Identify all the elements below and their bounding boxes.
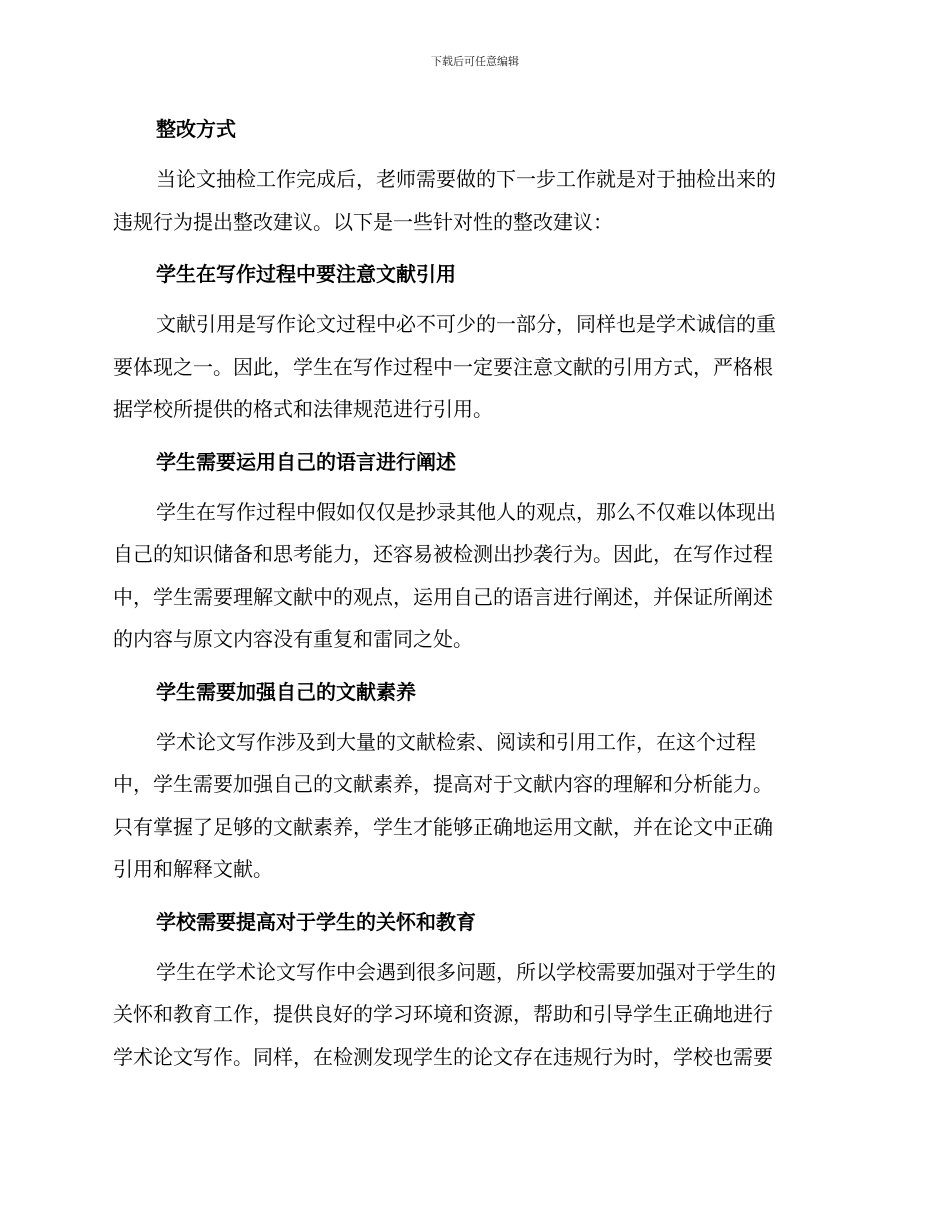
paragraph-line: 违规行为提出整改建议。以下是一些针对性的整改建议： [113, 209, 613, 234]
paragraph-line: 的内容与原文内容没有重复和雷同之处。 [113, 627, 473, 651]
paragraph-line: 文献引用是写作论文过程中必不可少的一部分，同样也是学术诚信的重 [156, 312, 776, 336]
paragraph-line: 要体现之一。因此，学生在写作过程中一定要注意文献的引用方式，严格根 [113, 354, 773, 379]
paragraph [113, 721, 833, 891]
paragraph-line: 中，学生需要理解文献中的观点，运用自己的语言进行阐述，并保证所阐述 [113, 584, 773, 609]
paragraph-line: 引用和解释文献。 [113, 857, 273, 881]
paragraph-line: 学生在写作过程中假如仅仅是抄录其他人的观点，那么不仅难以体现出 [156, 499, 776, 524]
paragraph-line: 自己的知识储备和思考能力，还容易被检测出抄袭行为。因此，在写作过程 [113, 542, 773, 566]
paragraph [113, 491, 833, 661]
paragraph-line: 学术论文写作涉及到大量的文献检索、阅读和引用工作，在这个过程 [156, 729, 756, 754]
paragraph-line: 当论文抽检工作完成后，老师需要做的下一步工作就是对于抽检出来的 [156, 167, 776, 191]
page-header: 下载后可任意编辑 [431, 55, 519, 68]
section-heading: 整改方式 [156, 117, 236, 141]
section-heading: 学生在写作过程中要注意文献引用 [156, 262, 456, 286]
paragraph-line: 关怀和教育工作，提供良好的学习环境和资源，帮助和引导学生正确地进行 [113, 1002, 773, 1026]
paragraph-line: 据学校所提供的格式和法律规范进行引用。 [113, 397, 493, 421]
section-heading: 学生需要加强自己的文献素养 [156, 679, 416, 704]
paragraph-line: 学术论文写作。同样，在检测发现学生的论文存在违规行为时，学校也需要 [113, 1044, 773, 1069]
paragraph-line: 学生在学术论文写作中会遇到很多问题，所以学校需要加强对于学生的 [156, 959, 776, 984]
section-heading: 学校需要提高对于学生的关怀和教育 [156, 909, 476, 934]
paragraph [113, 951, 833, 1079]
paragraph-line: 中，学生需要加强自己的文献素养，提高对于文献内容的理解和分析能力。 [113, 772, 773, 796]
section-heading: 学生需要运用自己的语言进行阐述 [156, 449, 456, 474]
document-body [113, 108, 833, 1078]
paragraph [113, 158, 833, 243]
paragraph [113, 303, 833, 431]
paragraph-line: 只有掌握了足够的文献素养，学生才能够正确地运用文献，并在论文中正确 [113, 814, 773, 839]
